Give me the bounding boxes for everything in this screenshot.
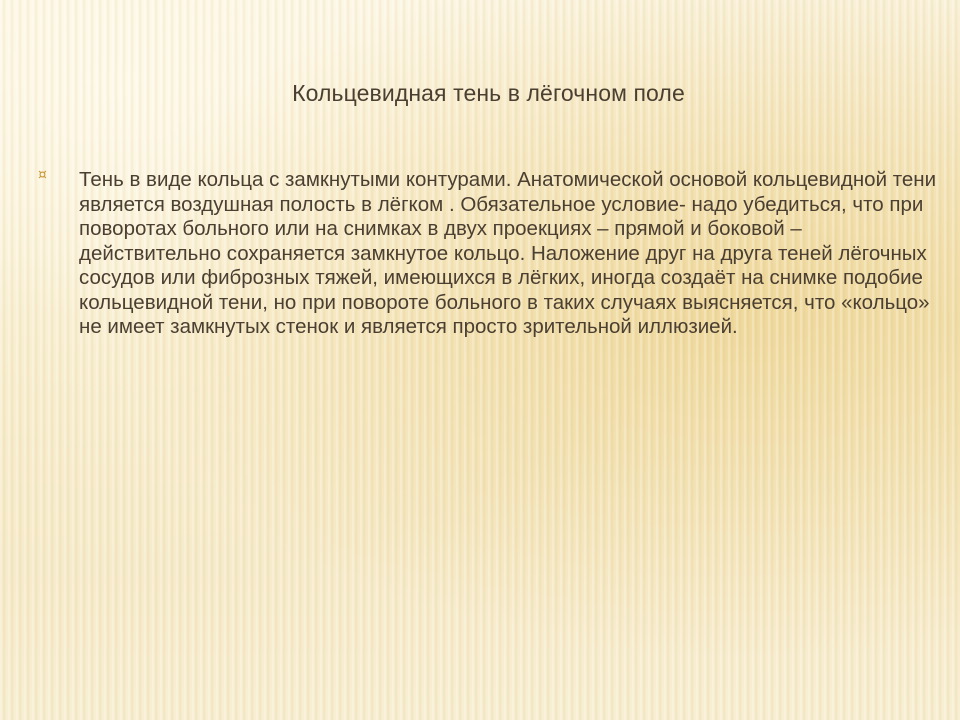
bullet-item <box>38 168 938 340</box>
slide-title: Кольцевидная тень в лёгочном поле <box>292 80 685 106</box>
bullet-text: Тень в виде кольца с замкнутыми контурами. Анатомической основой кольцевидной тени является воздушная полость в лёгком . Обязательное условие- надо убедиться, что при поворотах больного или на снимках в двух проекциях – прямой и боковой – действительно сохраняется замкнутое кольцо. Наложение друг на друга теней лёгочных сосудов или фиброзных тяжей, имеющихся в лёгких, иногда создаёт на снимке подобие кольцевидной тени, но при повороте больного в таких случаях выясняется, что «кольцо» не имеет замкнутых стенок и является просто зрительной иллюзией. <box>79 168 937 338</box>
ornament-x-icon: ¤ <box>38 167 47 183</box>
bullet-list <box>38 168 938 340</box>
